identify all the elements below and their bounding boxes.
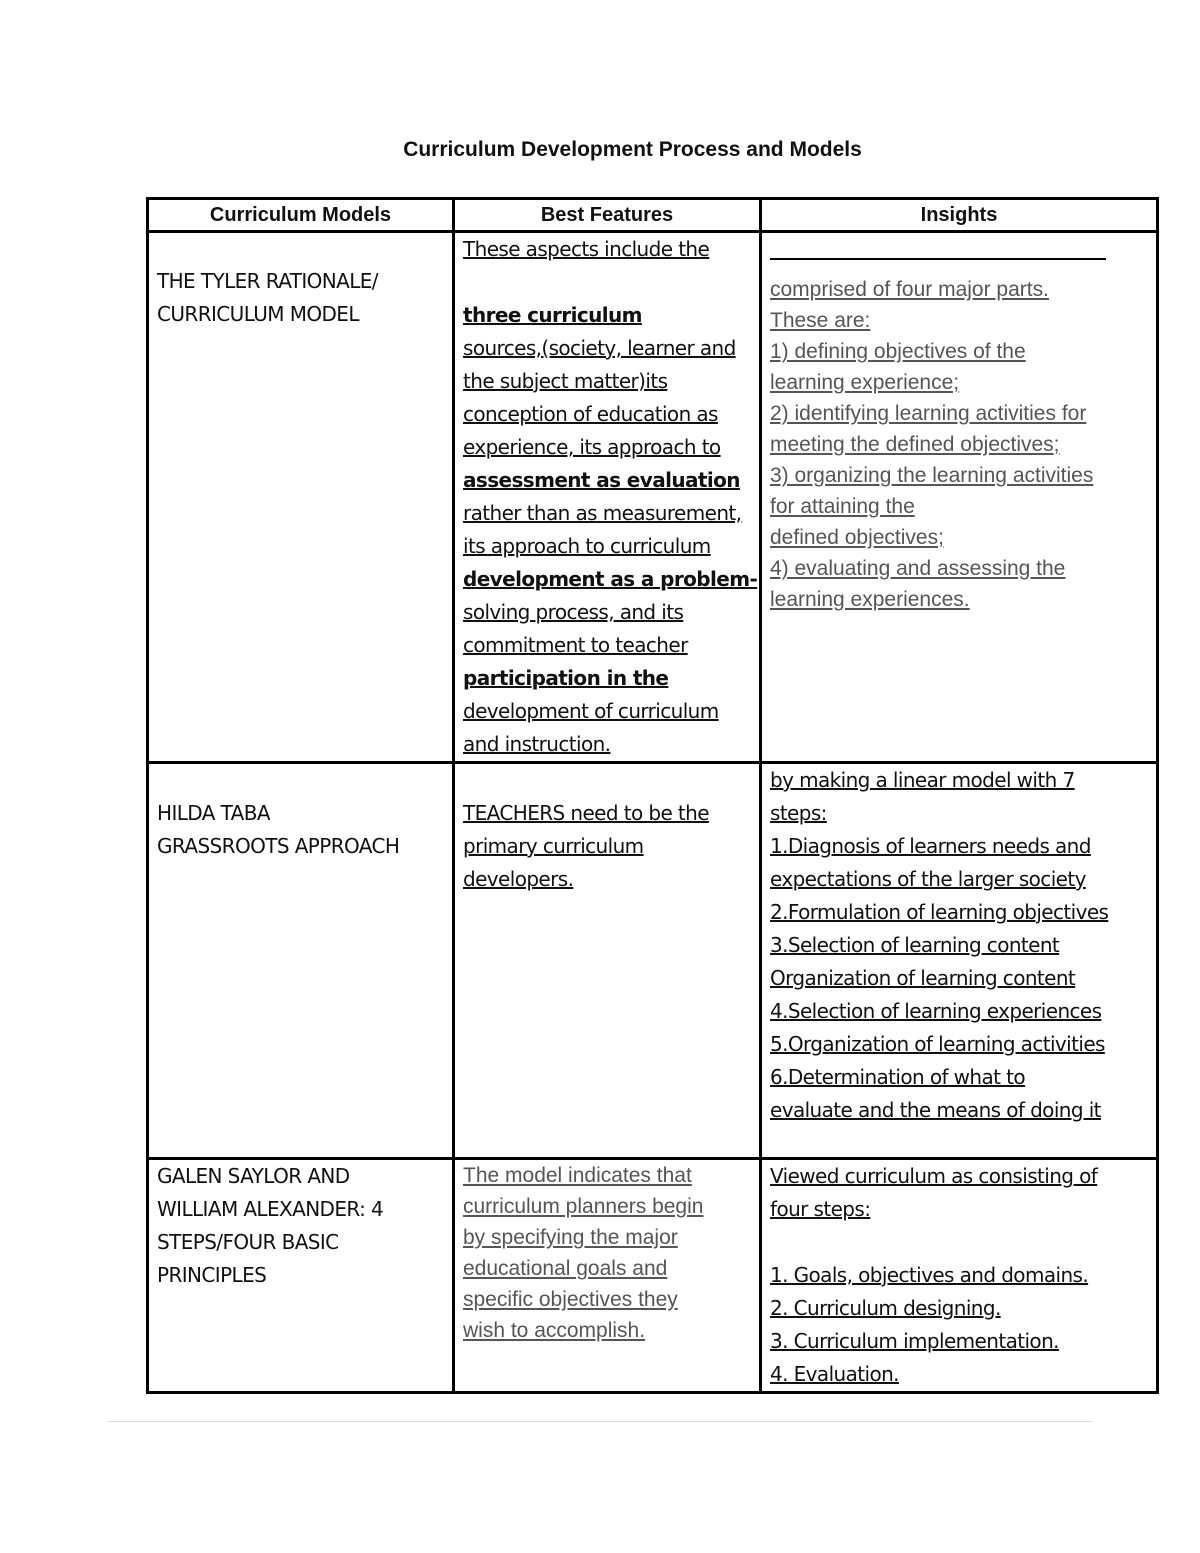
insight-line: Organization of learning content xyxy=(770,966,1076,990)
page-divider xyxy=(107,1421,1093,1422)
insight-line: 5.Organization of learning activities xyxy=(770,1032,1105,1056)
insight-line: 4. Evaluation. xyxy=(770,1362,899,1386)
model-line: GALEN SAYLOR AND xyxy=(157,1164,350,1188)
insight-line: 3. Curriculum implementation. xyxy=(770,1329,1059,1353)
insight-line: Viewed curriculum as consisting of xyxy=(770,1164,1098,1188)
insight-line: steps: xyxy=(770,801,827,825)
insight-line: 1. Goals, objectives and domains. xyxy=(770,1263,1089,1287)
feature-line: primary curriculum xyxy=(463,834,644,858)
document-title: Curriculum Development Process and Models xyxy=(403,138,862,161)
feature-line: conception of education as xyxy=(463,402,718,426)
feature-line: developers. xyxy=(463,867,574,891)
model-cell xyxy=(148,232,454,763)
model-line: WILLIAM ALEXANDER: 4 xyxy=(157,1197,384,1221)
models-table xyxy=(146,197,1159,1394)
insight-line: for attaining the xyxy=(770,495,915,518)
blank-underline xyxy=(770,258,1106,274)
insight-line: 3.Selection of learning content xyxy=(770,933,1060,957)
feature-line: assessment as evaluation xyxy=(463,468,740,492)
feature-line: participation in the xyxy=(463,666,669,690)
model-line: CURRICULUM MODEL xyxy=(157,302,359,326)
insight-line: 1.Diagnosis of learners needs and xyxy=(770,834,1091,858)
features-cell xyxy=(454,232,761,763)
insights-cell xyxy=(761,1159,1158,1393)
insight-line: by making a linear model with 7 xyxy=(770,768,1075,792)
model-line: HILDA TABA xyxy=(157,801,270,825)
header-row xyxy=(148,199,1158,232)
model-line: THE TYLER RATIONALE/ xyxy=(157,269,378,293)
insight-line: learning experiences. xyxy=(770,588,970,611)
feature-line: its approach to curriculum xyxy=(463,534,711,558)
feature-line: educational goals and xyxy=(463,1257,668,1280)
feature-line: by specifying the major xyxy=(463,1226,678,1249)
insight-line: evaluate and the means of doing it xyxy=(770,1098,1101,1122)
insight-line: 4.Selection of learning experiences xyxy=(770,999,1102,1023)
insight-line: 1) defining objectives of the xyxy=(770,340,1026,363)
feature-line: wish to accomplish. xyxy=(463,1319,646,1342)
feature-line: rather than as measurement, xyxy=(463,501,742,525)
features-cell xyxy=(454,1159,761,1393)
features-cell xyxy=(454,763,761,1159)
feature-line: sources,(society, learner and xyxy=(463,336,736,360)
insight-line: 4) evaluating and assessing the xyxy=(770,557,1066,580)
insight-line: meeting the defined objectives; xyxy=(770,433,1060,456)
feature-line: specific objectives they xyxy=(463,1288,678,1311)
feature-line: commitment to teacher xyxy=(463,633,688,657)
insight-line: 2.Formulation of learning objectives xyxy=(770,900,1109,924)
insight-line: These are: xyxy=(770,309,871,332)
model-line: STEPS/FOUR BASIC xyxy=(157,1230,339,1254)
insight-line: comprised of four major parts. xyxy=(770,278,1049,301)
feature-line: development as a problem- xyxy=(463,567,758,591)
blank-line xyxy=(463,266,751,299)
header-curriculum-models: Curriculum Models xyxy=(148,199,454,232)
insight-line: four steps: xyxy=(770,1197,871,1221)
table-row-taba xyxy=(148,763,1158,1159)
insights-cell xyxy=(761,763,1158,1159)
insight-line: 6.Determination of what to xyxy=(770,1065,1026,1089)
feature-line: experience, its approach to xyxy=(463,435,721,459)
insight-line: defined objectives; xyxy=(770,526,944,549)
model-line: GRASSROOTS APPROACH xyxy=(157,834,400,858)
table-row-saylor-alexander xyxy=(148,1159,1158,1393)
insight-line: 2) identifying learning activities for xyxy=(770,402,1087,425)
model-cell xyxy=(148,1159,454,1393)
table-row-tyler xyxy=(148,232,1158,763)
blank-line xyxy=(770,1226,1148,1259)
feature-line: solving process, and its xyxy=(463,600,684,624)
model-cell xyxy=(148,763,454,1159)
feature-line: development of curriculum xyxy=(463,699,719,723)
model-line: PRINCIPLES xyxy=(157,1263,267,1287)
feature-line: three curriculum xyxy=(463,303,642,327)
insight-line: learning experience; xyxy=(770,371,960,394)
feature-line: curriculum planners begin xyxy=(463,1195,704,1218)
feature-line: These aspects include the xyxy=(463,237,710,261)
insight-line: 3) organizing the learning activities xyxy=(770,464,1094,487)
header-insights: Insights xyxy=(761,199,1158,232)
insight-line: 2. Curriculum designing. xyxy=(770,1296,1001,1320)
feature-line: The model indicates that xyxy=(463,1164,692,1187)
feature-line: the subject matter)its xyxy=(463,369,668,393)
feature-line: and instruction. xyxy=(463,732,611,756)
insights-cell xyxy=(761,232,1158,763)
header-best-features: Best Features xyxy=(454,199,761,232)
insight-line: expectations of the larger society xyxy=(770,867,1086,891)
feature-line: TEACHERS need to be the xyxy=(463,801,709,825)
